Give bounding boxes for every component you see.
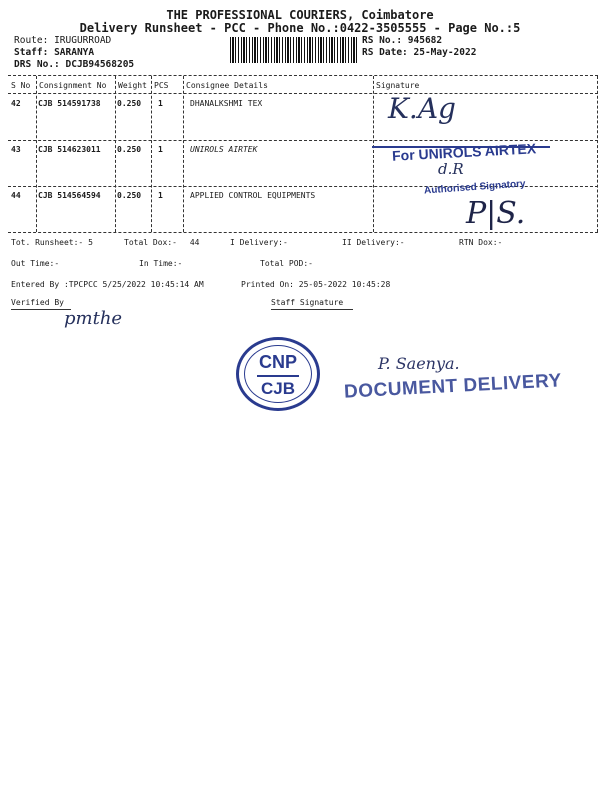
row-sno: 43: [11, 145, 21, 154]
row-consignment: CJB 514564594: [38, 191, 101, 200]
row-consignment: CJB 514623011: [38, 145, 101, 154]
row-consignee: DHANALKSHMI TEX: [190, 99, 263, 108]
staff-signature-label: Staff Signature: [271, 298, 344, 307]
row-weight: 0.250: [117, 99, 142, 108]
entered-by: Entered By :TPCPCC 5/25/2022 10:45:14 AM: [11, 280, 204, 289]
row-sno: 42: [11, 99, 21, 108]
column-divider: [373, 76, 374, 232]
staff-label: Staff:: [14, 47, 49, 58]
verified-by-label: Verified By: [11, 298, 64, 307]
document-delivery-stamp: DOCUMENT DELIVERY: [343, 370, 563, 403]
col-header-signature: Signature: [376, 81, 420, 90]
signature-row43: d.R: [438, 160, 464, 178]
cnp-stamp-bottom: CJB: [260, 379, 295, 398]
unirols-signatory: Authorised Signatory: [423, 178, 526, 197]
column-divider: [36, 76, 37, 232]
total-dox-value: 44: [189, 238, 200, 247]
signature-row42: K.Ag: [388, 92, 456, 125]
table-header-rule: [8, 93, 598, 94]
ii-delivery: II Delivery:-: [342, 238, 405, 247]
table-bottom-rule: [8, 232, 598, 233]
column-divider: [183, 76, 184, 232]
row-pcs: 1: [158, 145, 163, 154]
rs-date-label: RS Date:: [362, 47, 408, 58]
column-divider: [115, 76, 116, 232]
rs-no-row: [362, 35, 442, 46]
row-consignee: APPLIED CONTROL EQUIPMENTS: [190, 191, 316, 200]
unirols-stamp: For UNIROLS AIRTEX: [391, 140, 537, 164]
rs-date-row: [362, 47, 476, 58]
rs-date-value: 25-May-2022: [413, 47, 477, 58]
out-time: Out Time:-: [11, 259, 60, 268]
column-divider: [151, 76, 152, 232]
col-header-consignee: Consignee Details: [186, 81, 268, 90]
cnp-stamp-top: CNP: [258, 352, 297, 372]
cnp-stamp: [236, 337, 320, 411]
staff-signature-underline: [271, 309, 353, 310]
col-header-weight: Weight: [118, 81, 147, 90]
row-pcs: 1: [158, 191, 163, 200]
tot-runsheet: Tot. Runsheet:- 5: [11, 238, 93, 247]
verified-underline: [11, 309, 71, 310]
staff-value: SARANYA: [54, 47, 95, 58]
verified-signature: pmthe: [64, 308, 123, 329]
drs-label: DRS No.:: [14, 59, 60, 70]
stamp-rule: [372, 146, 550, 148]
barcode-image: [230, 37, 358, 63]
row-pcs: 1: [158, 99, 163, 108]
col-header-pcs: PCS: [154, 81, 169, 90]
route-value: IRUGURROAD: [54, 35, 112, 46]
row-consignment: CJB 514591738: [38, 99, 101, 108]
staff-handwritten: P. Saenya.: [378, 354, 460, 373]
col-header-sno: S No: [11, 81, 31, 90]
drs-value: DCJB94568205: [65, 59, 135, 70]
in-time: In Time:-: [139, 259, 183, 268]
total-dox: [124, 238, 199, 247]
cnp-stamp-bar: [257, 375, 299, 377]
row-weight: 0.250: [117, 191, 142, 200]
route-row: [14, 35, 111, 46]
route-label: Route:: [14, 35, 49, 46]
staff-row: [14, 47, 94, 58]
drs-row: [14, 59, 134, 70]
printed-on: Printed On: 25-05-2022 10:45:28: [241, 280, 391, 289]
signature-row44: P|S.: [466, 196, 526, 231]
rtn-dox: RTN Dox:-: [459, 238, 503, 247]
col-header-consignment: Consignment No: [39, 81, 107, 90]
runsheet-title: Delivery Runsheet - PCC - Phone No.:0422-3505555 - Page No.:5: [79, 21, 521, 35]
table-top-rule: [8, 75, 598, 76]
rs-no-value: 945682: [407, 35, 443, 46]
total-dox-label: Total Dox:-: [124, 238, 177, 247]
company-title: THE PROFESSIONAL COURIERS, Coimbatore: [166, 8, 434, 22]
column-divider: [597, 76, 598, 232]
row-consignee: UNIROLS AIRTEK: [190, 145, 258, 154]
i-delivery: I Delivery:-: [230, 238, 288, 247]
total-pod: Total POD:-: [260, 259, 313, 268]
rs-no-label: RS No.:: [362, 35, 403, 46]
row-weight: 0.250: [117, 145, 142, 154]
row-sno: 44: [11, 191, 21, 200]
